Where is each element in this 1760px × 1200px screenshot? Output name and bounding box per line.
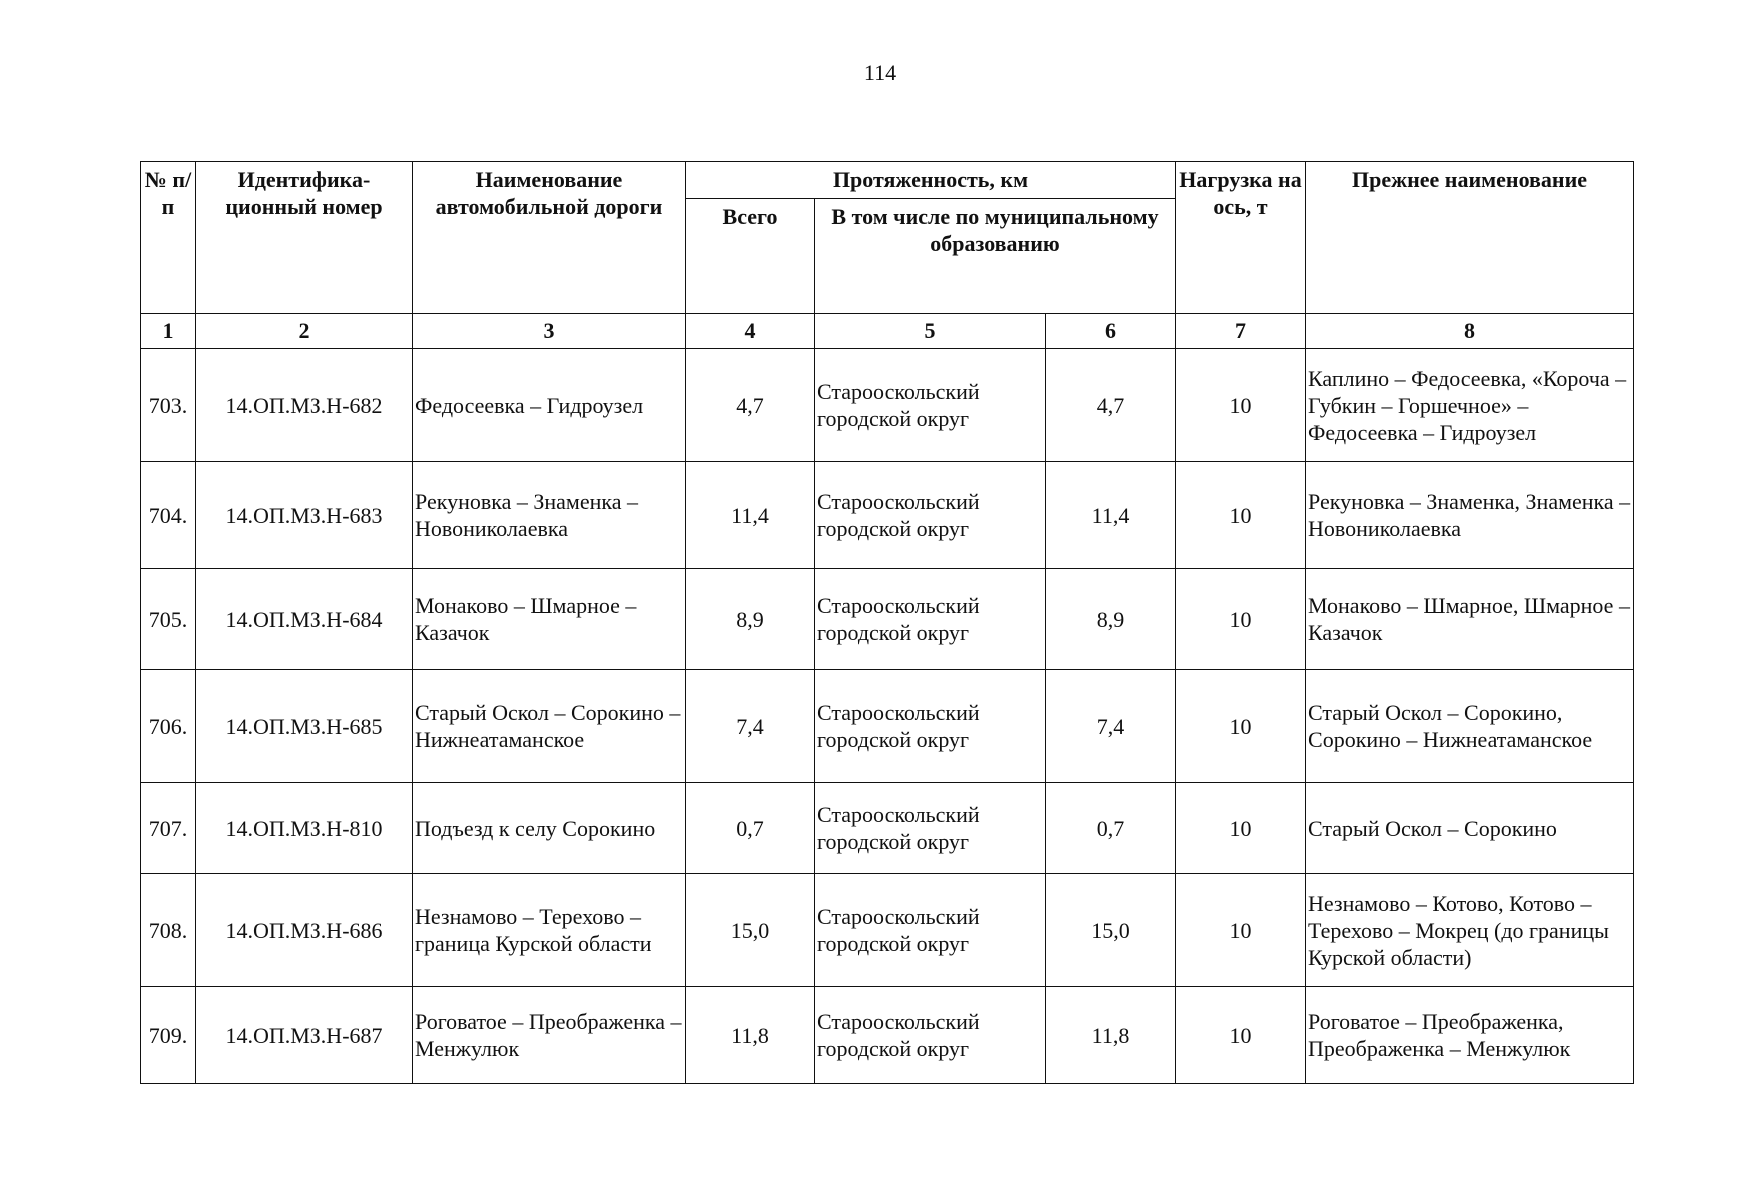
- road-id: 14.ОП.МЗ.Н-685: [196, 670, 413, 783]
- length-municipal: 11,4: [1046, 462, 1176, 569]
- row-number: 704.: [141, 462, 196, 569]
- municipality: Старооскольский городской округ: [815, 349, 1046, 462]
- column-number: 3: [413, 314, 686, 349]
- road-name: Подъезд к селу Сорокино: [413, 783, 686, 874]
- column-number: 1: [141, 314, 196, 349]
- length-total: 8,9: [686, 569, 815, 670]
- length-municipal: 0,7: [1046, 783, 1176, 874]
- previous-name: Незнамово – Котово, Котово – Терехово – Мокрец (до границы Курской области): [1306, 874, 1634, 987]
- axle-load: 10: [1176, 783, 1306, 874]
- axle-load: 10: [1176, 987, 1306, 1084]
- row-number: 705.: [141, 569, 196, 670]
- page-number: 114: [863, 60, 897, 85]
- header-axle-load: Нагрузка на ось, т: [1176, 162, 1306, 314]
- length-total: 11,8: [686, 987, 815, 1084]
- table-row: [141, 462, 1634, 569]
- length-total: 11,4: [686, 462, 815, 569]
- axle-load: 10: [1176, 462, 1306, 569]
- table-row: [141, 569, 1634, 670]
- road-id: 14.ОП.МЗ.Н-686: [196, 874, 413, 987]
- previous-name: Старый Оскол – Сорокино: [1306, 783, 1634, 874]
- road-id: 14.ОП.МЗ.Н-683: [196, 462, 413, 569]
- road-id: 14.ОП.МЗ.Н-682: [196, 349, 413, 462]
- road-name: Монаково – Шмарное – Казачок: [413, 569, 686, 670]
- previous-name: Монаково – Шмарное, Шмарное – Казачок: [1306, 569, 1634, 670]
- header-num: № п/п: [141, 162, 196, 314]
- road-id: 14.ОП.МЗ.Н-684: [196, 569, 413, 670]
- column-number: 2: [196, 314, 413, 349]
- length-municipal: 11,8: [1046, 987, 1176, 1084]
- municipality: Старооскольский городской округ: [815, 670, 1046, 783]
- road-id: 14.ОП.МЗ.Н-810: [196, 783, 413, 874]
- previous-name: Роговатое – Преображенка, Преображенка – Менжулюк: [1306, 987, 1634, 1084]
- column-number: 4: [686, 314, 815, 349]
- road-name: Рекуновка – Знаменка – Новониколаевка: [413, 462, 686, 569]
- table-row: [141, 349, 1634, 462]
- road-id: 14.ОП.МЗ.Н-687: [196, 987, 413, 1084]
- header-road-name: Наименование автомобильной дороги: [413, 162, 686, 314]
- municipality: Старооскольский городской округ: [815, 783, 1046, 874]
- length-municipal: 8,9: [1046, 569, 1176, 670]
- header-id: Идентифика-ционный номер: [196, 162, 413, 314]
- length-municipal: 4,7: [1046, 349, 1176, 462]
- previous-name: Старый Оскол – Сорокино, Сорокино – Нижнеатаманское: [1306, 670, 1634, 783]
- municipality: Старооскольский городской округ: [815, 569, 1046, 670]
- previous-name: Каплино – Федосеевка, «Короча – Губкин – Горшечное» – Федосеевка – Гидроузел: [1306, 349, 1634, 462]
- column-number: 6: [1046, 314, 1176, 349]
- row-number: 703.: [141, 349, 196, 462]
- axle-load: 10: [1176, 569, 1306, 670]
- table-row: [141, 670, 1634, 783]
- municipality: Старооскольский городской округ: [815, 987, 1046, 1084]
- header-previous-name: Прежнее наименование: [1306, 162, 1634, 314]
- row-number: 706.: [141, 670, 196, 783]
- header-length: Протяженность, км: [686, 162, 1176, 199]
- row-number: 707.: [141, 783, 196, 874]
- table-row: [141, 874, 1634, 987]
- axle-load: 10: [1176, 349, 1306, 462]
- municipality: Старооскольский городской округ: [815, 874, 1046, 987]
- row-number: 709.: [141, 987, 196, 1084]
- length-municipal: 7,4: [1046, 670, 1176, 783]
- roads-table: [140, 161, 1634, 1084]
- length-municipal: 15,0: [1046, 874, 1176, 987]
- row-number: 708.: [141, 874, 196, 987]
- road-name: Старый Оскол – Сорокино – Нижнеатаманское: [413, 670, 686, 783]
- length-total: 7,4: [686, 670, 815, 783]
- table-row: [141, 783, 1634, 874]
- previous-name: Рекуновка – Знаменка, Знаменка – Новониколаевка: [1306, 462, 1634, 569]
- municipality: Старооскольский городской округ: [815, 462, 1046, 569]
- length-total: 4,7: [686, 349, 815, 462]
- road-name: Роговатое – Преображенка – Менжулюк: [413, 987, 686, 1084]
- table-row: [141, 987, 1634, 1084]
- column-number: 8: [1306, 314, 1634, 349]
- road-name: Незнамово – Терехово – граница Курской области: [413, 874, 686, 987]
- axle-load: 10: [1176, 874, 1306, 987]
- header-total: Всего: [686, 199, 815, 314]
- road-name: Федосеевка – Гидроузел: [413, 349, 686, 462]
- length-total: 15,0: [686, 874, 815, 987]
- length-total: 0,7: [686, 783, 815, 874]
- column-number: 5: [815, 314, 1046, 349]
- axle-load: 10: [1176, 670, 1306, 783]
- column-number: 7: [1176, 314, 1306, 349]
- header-municipal: В том числе по муниципальному образованию: [815, 199, 1176, 314]
